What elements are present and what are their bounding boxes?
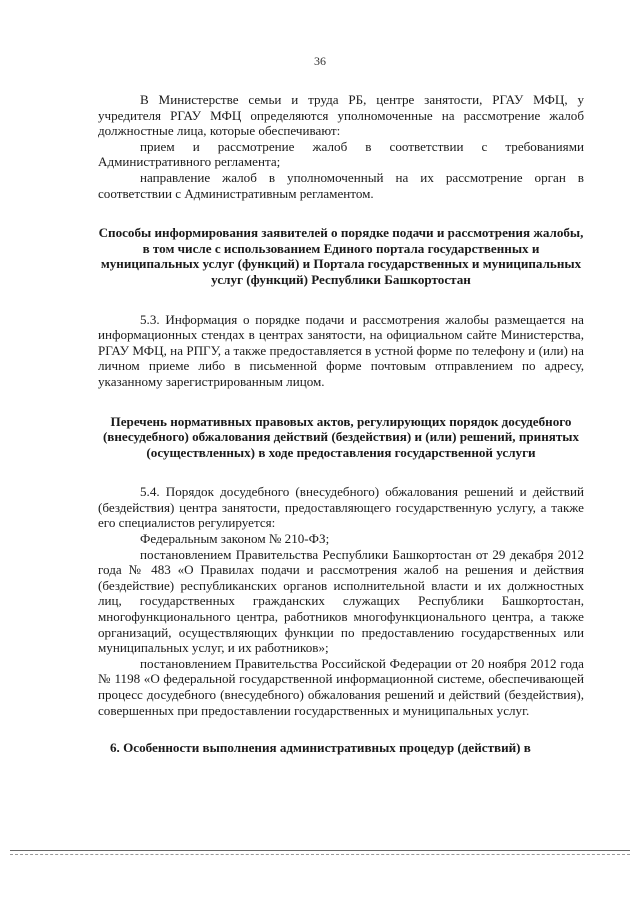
paragraph: постановлением Правительства Российской Федерации от 20 ноября 2012 года № 1198 «О федеральной государственной информационной системе, обеспечивающей процесс досудебного (внесудебного) обжалования решений и действий (бездействия), совершенных при предоставлении государственных и муниципальных услуг. (98, 655, 584, 718)
paragraph-5-3: 5.3. Информация о порядке подачи и рассмотрения жалобы размещается на информационных стендах в центрах занятости, на официальном сайте Министерства, РГАУ МФЦ, на РПГУ, а также предоставляется в устной форме по телефону и (или) на личном приеме либо в письменной форме почтовым отправлением по адресу, указанному зарегистрированным лицом. (98, 311, 584, 389)
paragraph: прием и рассмотрение жалоб в соответствии с требованиями Административного регламента; (98, 138, 584, 170)
section-heading-6: 6. Особенности выполнения административных процедур (действий) в (110, 740, 531, 756)
paragraph: В Министерстве семьи и труда РБ, центре занятости, РГАУ МФЦ, у учредителя РГАУ МФЦ определяются уполномоченные на рассмотрение жалоб должностные лица, которые обеспечивают: (98, 92, 584, 139)
paragraph-5-4: 5.4. Порядок досудебного (внесудебного) обжалования решений и действий (бездействия) центра занятости, предоставляющего государственную услугу, а также его специалистов регулируется: (98, 484, 584, 531)
page-bottom-rule-dashed (10, 854, 630, 855)
page-number: 36 (314, 54, 326, 68)
page-bottom-rule (10, 850, 630, 851)
section-heading-complaint-info: Способы информирования заявителей о порядке подачи и рассмотрения жалобы, в том числе с использованием Единого портала государственных и муниципальных услуг (функций) и Портала государственных и муниципальных услуг (функций) Республики Башкортостан (98, 225, 584, 287)
section-heading-legal-acts: Перечень нормативных правовых актов, регулирующих порядок досудебного (внесудебного) обжалования действий (бездействия) и (или) решений, принятых (осуществленных) в ходе предоставления государственной услуги (102, 413, 580, 460)
paragraph: постановлением Правительства Республики Башкортостан от 29 декабря 2012 года № 483 «О Правилах подачи и рассмотрения жалоб на решения и действия (бездействие) республиканских органов исполнительной власти и их должностных лиц, государственных гражданских служащих Республики Башкортостан, многофункционального центра, работников многофункционального центра, а также организаций, осуществляющих функции по предоставлению государственных или муниципальных услуг, и их работников»; (98, 546, 584, 656)
paragraph: направление жалоб в уполномоченный на их рассмотрение орган в соответствии с Административным регламентом. (98, 169, 584, 201)
page-content (98, 92, 584, 756)
paragraph: Федеральным законом № 210-ФЗ; (140, 531, 330, 547)
